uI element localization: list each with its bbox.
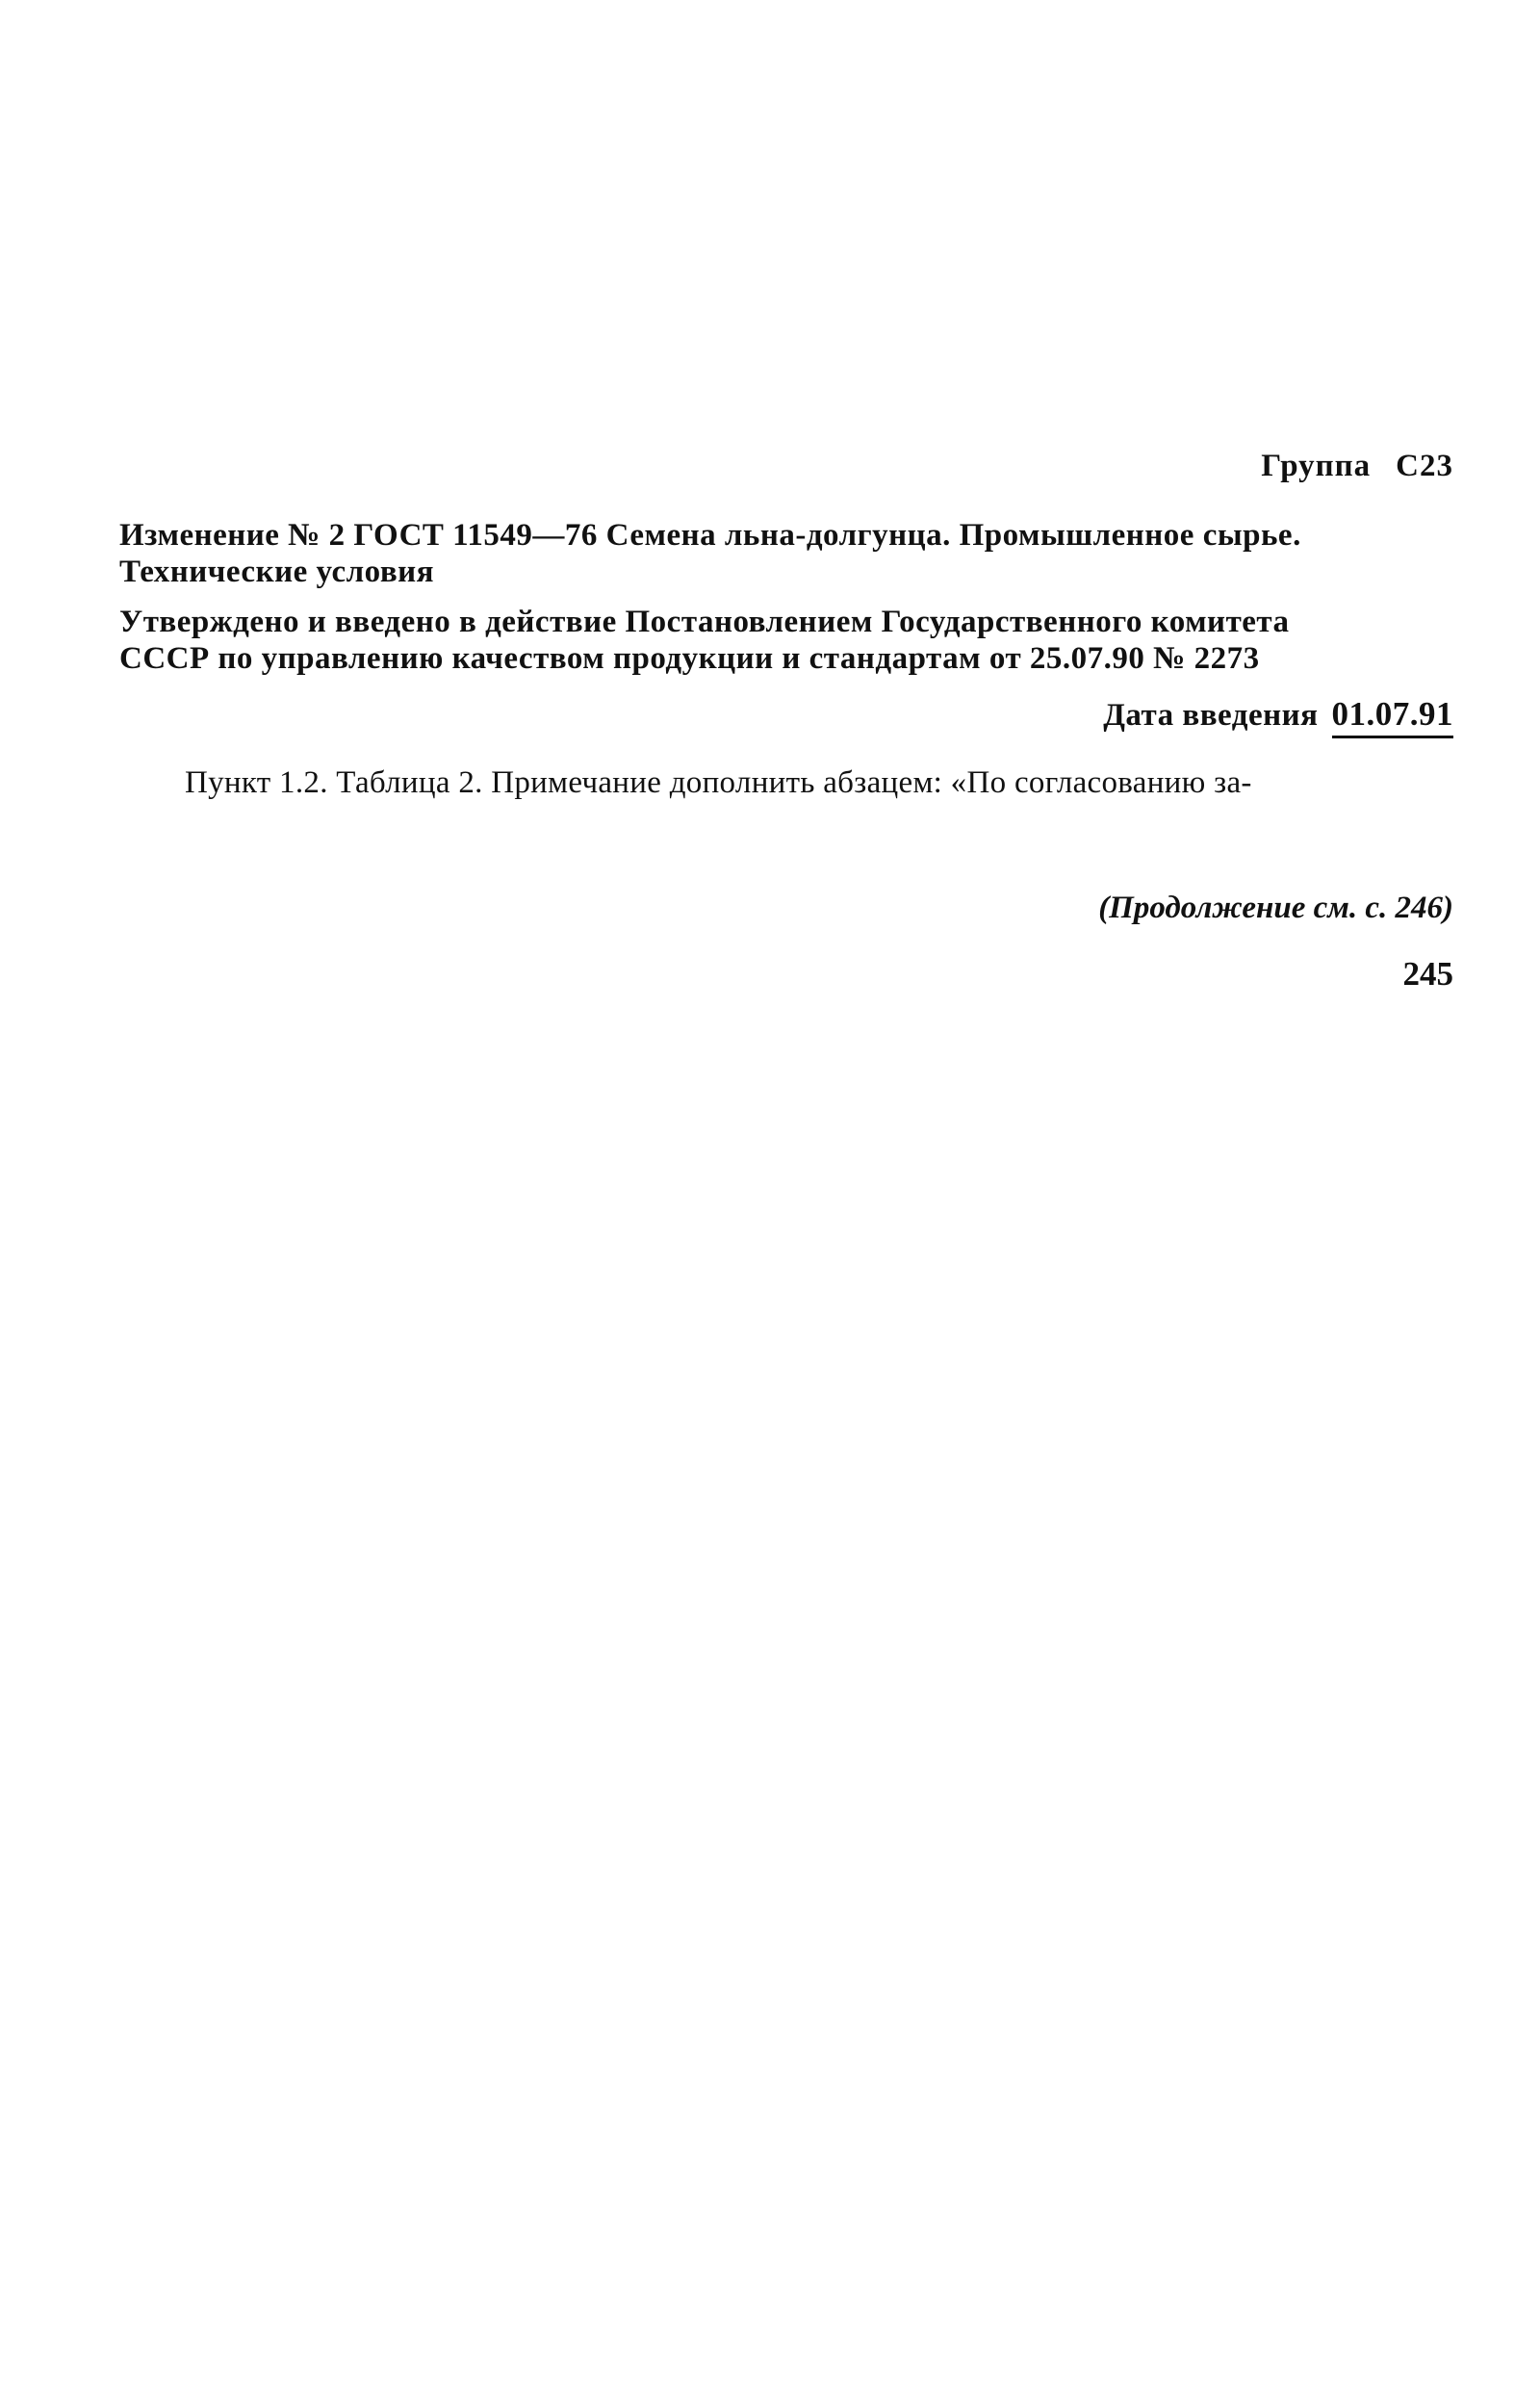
introduction-date-label: Дата введения bbox=[1103, 698, 1319, 733]
approval-line-2: СССР по управлению качеством продукции и стандартам от 25.07.90 № 2273 bbox=[119, 641, 1260, 676]
amendment-title bbox=[119, 517, 1457, 590]
group-code: С23 bbox=[1396, 449, 1453, 483]
continuation-note: (Продолжение см. с. 246) bbox=[1098, 891, 1453, 925]
group-label: Группа bbox=[1261, 449, 1372, 483]
amendment-title-line-2: Технические условия bbox=[119, 555, 435, 589]
group-heading bbox=[1261, 449, 1453, 484]
approval-statement bbox=[119, 604, 1457, 677]
body-paragraph: Пункт 1.2. Таблица 2. Примечание дополнить абзацем: «По согласованию за- bbox=[185, 765, 1252, 800]
introduction-date bbox=[1103, 695, 1453, 738]
page-number: 245 bbox=[1402, 955, 1453, 993]
introduction-date-value: 01.07.91 bbox=[1332, 695, 1454, 738]
amendment-title-line-1: Изменение № 2 ГОСТ 11549—76 Семена льна-долгунца. Промышленное сырье. bbox=[119, 518, 1301, 553]
approval-line-1: Утверждено и введено в действие Постановлением Государственного комитета bbox=[119, 605, 1290, 639]
